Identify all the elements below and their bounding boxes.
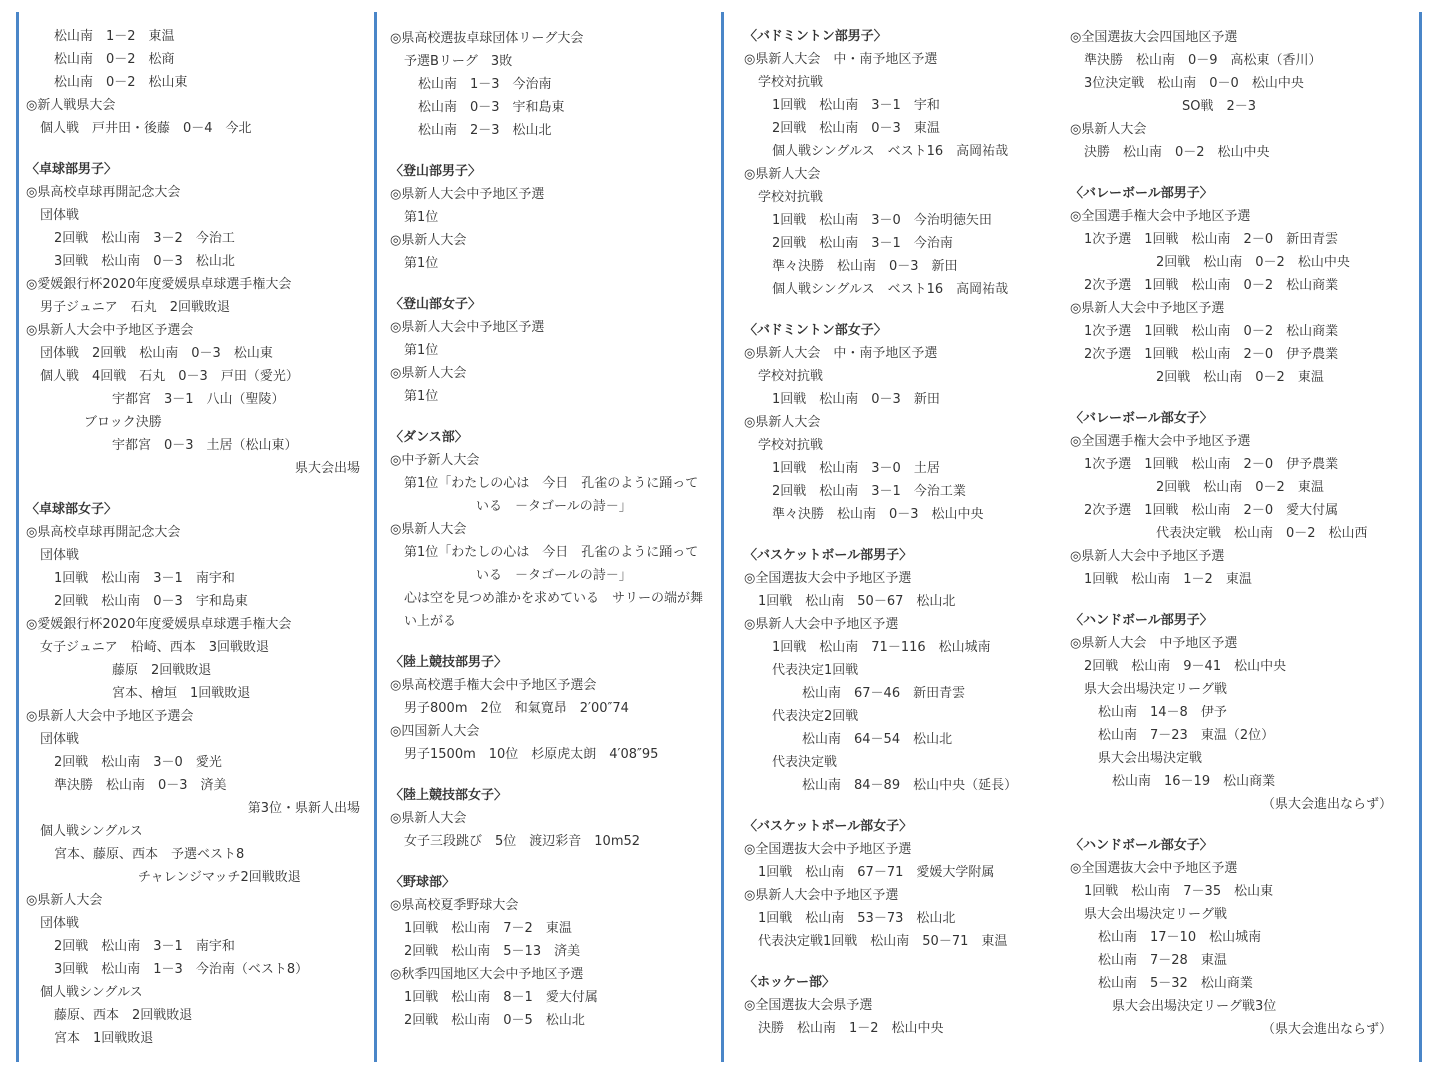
text-line: SO戦 2－3 <box>1182 99 1257 114</box>
text-line: ◎全国選抜大会中予地区予選 <box>1070 861 1238 876</box>
section-heading: 〈ハンドボール部女子〉 <box>1070 838 1213 853</box>
text-line: 代表決定戦 <box>772 755 838 770</box>
spacer <box>1070 591 1400 609</box>
text-line: 松山南 1－2 東温 <box>54 29 175 44</box>
text-line: 1回戦 松山南 1－2 東温 <box>1084 572 1252 587</box>
text-line: ◎県新人大会中予地区予選 <box>1070 301 1225 316</box>
spacer <box>1070 164 1400 182</box>
text-line: 学校対抗戦 <box>758 190 824 205</box>
text-line: 2回戦 松山南 3－1 南宇和 <box>54 939 235 954</box>
spacer <box>390 408 718 426</box>
text-line: 県大会出場 <box>294 461 360 476</box>
text-line: ◎県新人大会 <box>390 522 467 537</box>
spacer <box>390 275 718 293</box>
text-line: ◎県新人大会 <box>744 167 821 182</box>
section-heading: 〈卓球部男子〉 <box>26 162 118 177</box>
section-heading: 〈ダンス部〉 <box>390 430 468 445</box>
text-line: ◎県新人大会 中・南予地区予選 <box>744 52 938 67</box>
text-line: 2回戦 松山南 3－1 今治工業 <box>772 484 966 499</box>
text-line: ◎中予新人大会 <box>390 453 480 468</box>
text-line: 県大会出場決定リーグ戦3位 <box>1112 999 1277 1014</box>
text-line: 2回戦 松山南 9－41 松山中央 <box>1084 659 1287 674</box>
text-line: 個人戦シングルス <box>40 985 143 1000</box>
section-heading: 〈バスケットボール部女子〉 <box>744 819 913 834</box>
column-divider <box>1419 12 1422 1062</box>
text-line: 2次予選 1回戦 松山南 2－0 愛大付属 <box>1084 503 1339 518</box>
text-line: 準決勝 松山南 0－9 高松東（香川） <box>1084 53 1322 68</box>
text-line: 個人戦 戸井田・後藤 0－4 今北 <box>40 121 252 136</box>
spacer <box>26 140 368 158</box>
spacer <box>744 953 1062 971</box>
text-line: 1回戦 松山南 71－116 松山城南 <box>772 640 991 655</box>
text-line: 松山南 0－3 宇和島東 <box>418 100 565 115</box>
text-line: ◎県新人大会中予地区予選 <box>744 617 899 632</box>
spacer <box>1070 389 1400 407</box>
text-line: 女子三段跳び 5位 渡辺彩音 10m52 <box>404 834 641 849</box>
text-line: 第1位「わたしの心は 今日 孔雀のように踊って <box>404 476 699 491</box>
section-heading: 〈登山部女子〉 <box>390 297 482 312</box>
text-line: 2回戦 松山南 0－2 東温 <box>1156 480 1324 495</box>
text-line: 学校対抗戦 <box>758 369 824 384</box>
text-line: 2回戦 松山南 0－2 東温 <box>1156 370 1324 385</box>
spacer <box>1070 816 1400 834</box>
text-line: ◎県新人大会中予地区予選 <box>390 320 545 335</box>
text-line: 松山南 0－2 松山東 <box>54 75 188 90</box>
text-line: ◎県新人大会 <box>1070 122 1147 137</box>
text-line: ◎県新人大会 <box>390 811 467 826</box>
column-divider <box>16 12 19 1062</box>
text-line: 県大会出場決定戦 <box>1098 751 1203 766</box>
text-line: 男子1500m 10位 杉原虎太朗 4′08″95 <box>404 747 659 762</box>
text-line: ◎全国選抜大会中予地区予選 <box>744 842 912 857</box>
text-line: 藤原、西本 2回戦敗退 <box>54 1008 193 1023</box>
text-line: いる －タゴールの詩－」 <box>476 499 632 514</box>
section-heading: 〈バドミントン部女子〉 <box>744 323 887 338</box>
text-line: 3回戦 松山南 1－3 今治南（ベスト8） <box>54 962 309 977</box>
text-line: 代表決定戦1回戦 松山南 50－71 東温 <box>758 934 1008 949</box>
spacer <box>26 480 368 498</box>
column-divider <box>721 12 724 1062</box>
text-line: ◎県高校夏季野球大会 <box>390 898 519 913</box>
text-line: 代表決定2回戦 <box>772 709 859 724</box>
section-heading: 〈ハンドボール部男子〉 <box>1070 613 1213 628</box>
spacer <box>390 142 718 160</box>
text-line: 藤原 2回戦敗退 <box>112 663 212 678</box>
section-heading: 〈登山部男子〉 <box>390 164 482 179</box>
text-line: ◎愛媛銀行杯2020年度愛媛県卓球選手権大会 <box>26 617 292 632</box>
text-line: 第1位 <box>404 256 439 271</box>
text-line: ◎県新人大会 <box>390 233 467 248</box>
text-line: ◎県新人大会 中予地区予選 <box>1070 636 1238 651</box>
text-line: ◎全国選抜大会中予地区予選 <box>744 571 912 586</box>
section-heading: 〈陸上競技部女子〉 <box>390 788 508 803</box>
text-line: 宮本、藤原、西本 予選ベスト8 <box>54 847 245 862</box>
text-line: ◎県新人大会 <box>744 415 821 430</box>
text-line: 松山南 14－8 伊予 <box>1098 705 1227 720</box>
text-line: ◎県新人大会中予地区予選会 <box>26 323 194 338</box>
text-line: 個人戦シングルス ベスト16 高岡祐哉 <box>772 282 1009 297</box>
text-line: 団体戦 <box>40 732 80 747</box>
text-line: 県大会出場決定リーグ戦 <box>1084 907 1228 922</box>
text-line: ◎県高校卓球再開記念大会 <box>26 525 181 540</box>
column-2 <box>390 0 718 1066</box>
text-line: 決勝 松山南 1－2 松山中央 <box>758 1021 944 1036</box>
text-line: ◎県新人大会中予地区予選 <box>390 187 545 202</box>
text-line: 学校対抗戦 <box>758 75 824 90</box>
text-line: ◎全国選抜大会四国地区予選 <box>1070 30 1238 45</box>
text-line: 団体戦 <box>40 548 80 563</box>
text-line: 第1位 <box>404 343 439 358</box>
text-line: 男子ジュニア 石丸 2回戦敗退 <box>40 300 231 315</box>
section-heading: 〈卓球部女子〉 <box>26 502 118 517</box>
text-line: 松山南 84－89 松山中央（延長） <box>802 778 1018 793</box>
text-line: 団体戦 <box>40 208 80 223</box>
text-line: 1回戦 松山南 0－3 新田 <box>772 392 940 407</box>
text-line: 準々決勝 松山南 0－3 新田 <box>772 259 958 274</box>
text-line: 個人戦シングルス ベスト16 高岡祐哉 <box>772 144 1009 159</box>
text-line: 1回戦 松山南 3－1 宇和 <box>772 98 940 113</box>
text-line: 第1位 <box>404 389 439 404</box>
text-line: 1回戦 松山南 7－35 松山東 <box>1084 884 1274 899</box>
text-line: ◎県高校卓球再開記念大会 <box>26 185 181 200</box>
text-line: 宮本 1回戦敗退 <box>54 1031 154 1046</box>
column-1 <box>26 0 368 1066</box>
text-line: 1次予選 1回戦 松山南 2－0 新田青雲 <box>1084 232 1339 247</box>
text-line: ◎四国新人大会 <box>390 724 480 739</box>
text-line: ◎県新人大会中予地区予選会 <box>26 709 194 724</box>
spacer <box>744 301 1062 319</box>
text-line: い上がる <box>404 614 457 629</box>
text-line: 第3位・県新人出場 <box>247 801 360 816</box>
section-heading: 〈ホッケー部〉 <box>744 975 836 990</box>
text-line: 女子ジュニア 柗崎、西本 3回戦敗退 <box>40 640 270 655</box>
text-line: 1次予選 1回戦 松山南 2－0 伊予農業 <box>1084 457 1339 472</box>
text-line: ◎新人戦県大会 <box>26 98 116 113</box>
text-line: 1回戦 松山南 8－1 愛大付属 <box>404 990 598 1005</box>
text-line: 1回戦 松山南 53－73 松山北 <box>758 911 956 926</box>
text-line: 松山南 0－2 松商 <box>54 52 175 67</box>
text-line: 宇都宮 3－1 八山（聖陵） <box>112 392 285 407</box>
text-line: 1回戦 松山南 3－1 南宇和 <box>54 571 235 586</box>
spacer <box>390 853 718 871</box>
text-line: ◎県高校選抜卓球団体リーグ大会 <box>390 31 584 46</box>
text-line: ◎県新人大会中予地区予選 <box>1070 549 1225 564</box>
text-line: いる －タゴールの詩－」 <box>476 568 632 583</box>
text-line: 2回戦 松山南 0－2 松山中央 <box>1156 255 1350 270</box>
text-line: 準々決勝 松山南 0－3 松山中央 <box>772 507 984 522</box>
text-line: ◎全国選手権大会中予地区予選 <box>1070 434 1251 449</box>
text-line: 2回戦 松山南 0－3 宇和島東 <box>54 594 248 609</box>
column-4 <box>1070 0 1400 1066</box>
text-line: 個人戦シングルス <box>40 824 143 839</box>
text-line: 宮本、檜垣 1回戦敗退 <box>112 686 251 701</box>
section-heading: 〈バドミントン部男子〉 <box>744 29 887 44</box>
text-line: 1回戦 松山南 67－71 愛媛大学附属 <box>758 865 995 880</box>
spacer <box>390 633 718 651</box>
text-line: 代表決定1回戦 <box>772 663 859 678</box>
section-heading: 〈陸上競技部男子〉 <box>390 655 508 670</box>
spacer <box>744 797 1062 815</box>
text-line: （県大会進出ならず） <box>1261 797 1392 812</box>
text-line: 松山南 1－3 今治南 <box>418 77 552 92</box>
text-line: ◎全国選抜大会県予選 <box>744 998 873 1013</box>
text-line: 3回戦 松山南 0－3 松山北 <box>54 254 235 269</box>
spacer <box>744 526 1062 544</box>
text-line: 松山南 67－46 新田青雲 <box>802 686 966 701</box>
text-line: 松山南 5－32 松山商業 <box>1098 976 1253 991</box>
text-line: ◎県新人大会 <box>390 366 467 381</box>
text-line: 心は空を見つめ誰かを求めている サリーの端が舞 <box>404 591 704 606</box>
text-line: 松山南 7－28 東温 <box>1098 953 1227 968</box>
text-line: 松山南 64－54 松山北 <box>802 732 953 747</box>
text-line: 男子800m 2位 和氣寛昂 2′00″74 <box>404 701 629 716</box>
text-line: 松山南 16－19 松山商業 <box>1112 774 1276 789</box>
text-line: （県大会進出ならず） <box>1261 1022 1392 1037</box>
text-line: 1回戦 松山南 3－0 今治明徳矢田 <box>772 213 992 228</box>
text-line: 第1位「わたしの心は 今日 孔雀のように踊って <box>404 545 699 560</box>
text-line: 個人戦 4回戦 石丸 0－3 戸田（愛光） <box>40 369 299 384</box>
text-line: 2回戦 松山南 0－5 松山北 <box>404 1013 585 1028</box>
text-line: 1次予選 1回戦 松山南 0－2 松山商業 <box>1084 324 1339 339</box>
text-line: ◎県高校選手権大会中予地区予選会 <box>390 678 597 693</box>
text-line: 1回戦 松山南 3－0 土居 <box>772 461 940 476</box>
text-line: ◎全国選手権大会中予地区予選 <box>1070 209 1251 224</box>
section-heading: 〈バスケットボール部男子〉 <box>744 548 913 563</box>
text-line: 県大会出場決定リーグ戦 <box>1084 682 1228 697</box>
text-line: 松山南 17－10 松山城南 <box>1098 930 1262 945</box>
text-line: 第1位 <box>404 210 439 225</box>
text-line: ◎県新人大会 中・南予地区予選 <box>744 346 938 361</box>
text-line: 宇都宮 0－3 土居（松山東） <box>112 438 298 453</box>
text-line: チャレンジマッチ2回戦敗退 <box>138 870 301 885</box>
text-line: 2回戦 松山南 5－13 済美 <box>404 944 581 959</box>
text-line: 松山南 7－23 東温（2位） <box>1098 728 1275 743</box>
text-line: ◎県新人大会 <box>26 893 103 908</box>
section-heading: 〈野球部〉 <box>390 875 456 890</box>
text-line: 決勝 松山南 0－2 松山中央 <box>1084 145 1270 160</box>
text-line: 団体戦 <box>40 916 80 931</box>
text-line: ◎県新人大会中予地区予選 <box>744 888 899 903</box>
text-line: 2回戦 松山南 3－0 愛光 <box>54 755 222 770</box>
section-heading: 〈バレーボール部女子〉 <box>1070 411 1213 426</box>
column-divider <box>374 12 377 1062</box>
text-line: 準決勝 松山南 0－3 済美 <box>54 778 227 793</box>
text-line: 代表決定戦 松山南 0－2 松山西 <box>1156 526 1368 541</box>
spacer <box>390 766 718 784</box>
text-line: ブロック決勝 <box>84 415 162 430</box>
text-line: 2回戦 松山南 0－3 東温 <box>772 121 940 136</box>
text-line: 団体戦 2回戦 松山南 0－3 松山東 <box>40 346 273 361</box>
text-line: 1回戦 松山南 7－2 東温 <box>404 921 572 936</box>
section-heading: 〈バレーボール部男子〉 <box>1070 186 1213 201</box>
text-line: ◎愛媛銀行杯2020年度愛媛県卓球選手権大会 <box>26 277 292 292</box>
text-line: 3位決定戦 松山南 0－0 松山中央 <box>1084 76 1304 91</box>
text-line: 2回戦 松山南 3－1 今治南 <box>772 236 953 251</box>
text-line: 学校対抗戦 <box>758 438 824 453</box>
text-line: ◎秋季四国地区大会中予地区予選 <box>390 967 584 982</box>
text-line: 1回戦 松山南 50－67 松山北 <box>758 594 956 609</box>
text-line: 松山南 2－3 松山北 <box>418 123 552 138</box>
column-3 <box>744 0 1062 1066</box>
text-line: 2回戦 松山南 3－2 今治工 <box>54 231 235 246</box>
text-line: 予選Bリーグ 3敗 <box>404 54 513 69</box>
text-line: 2次予選 1回戦 松山南 2－0 伊予農業 <box>1084 347 1339 362</box>
text-line: 2次予選 1回戦 松山南 0－2 松山商業 <box>1084 278 1339 293</box>
